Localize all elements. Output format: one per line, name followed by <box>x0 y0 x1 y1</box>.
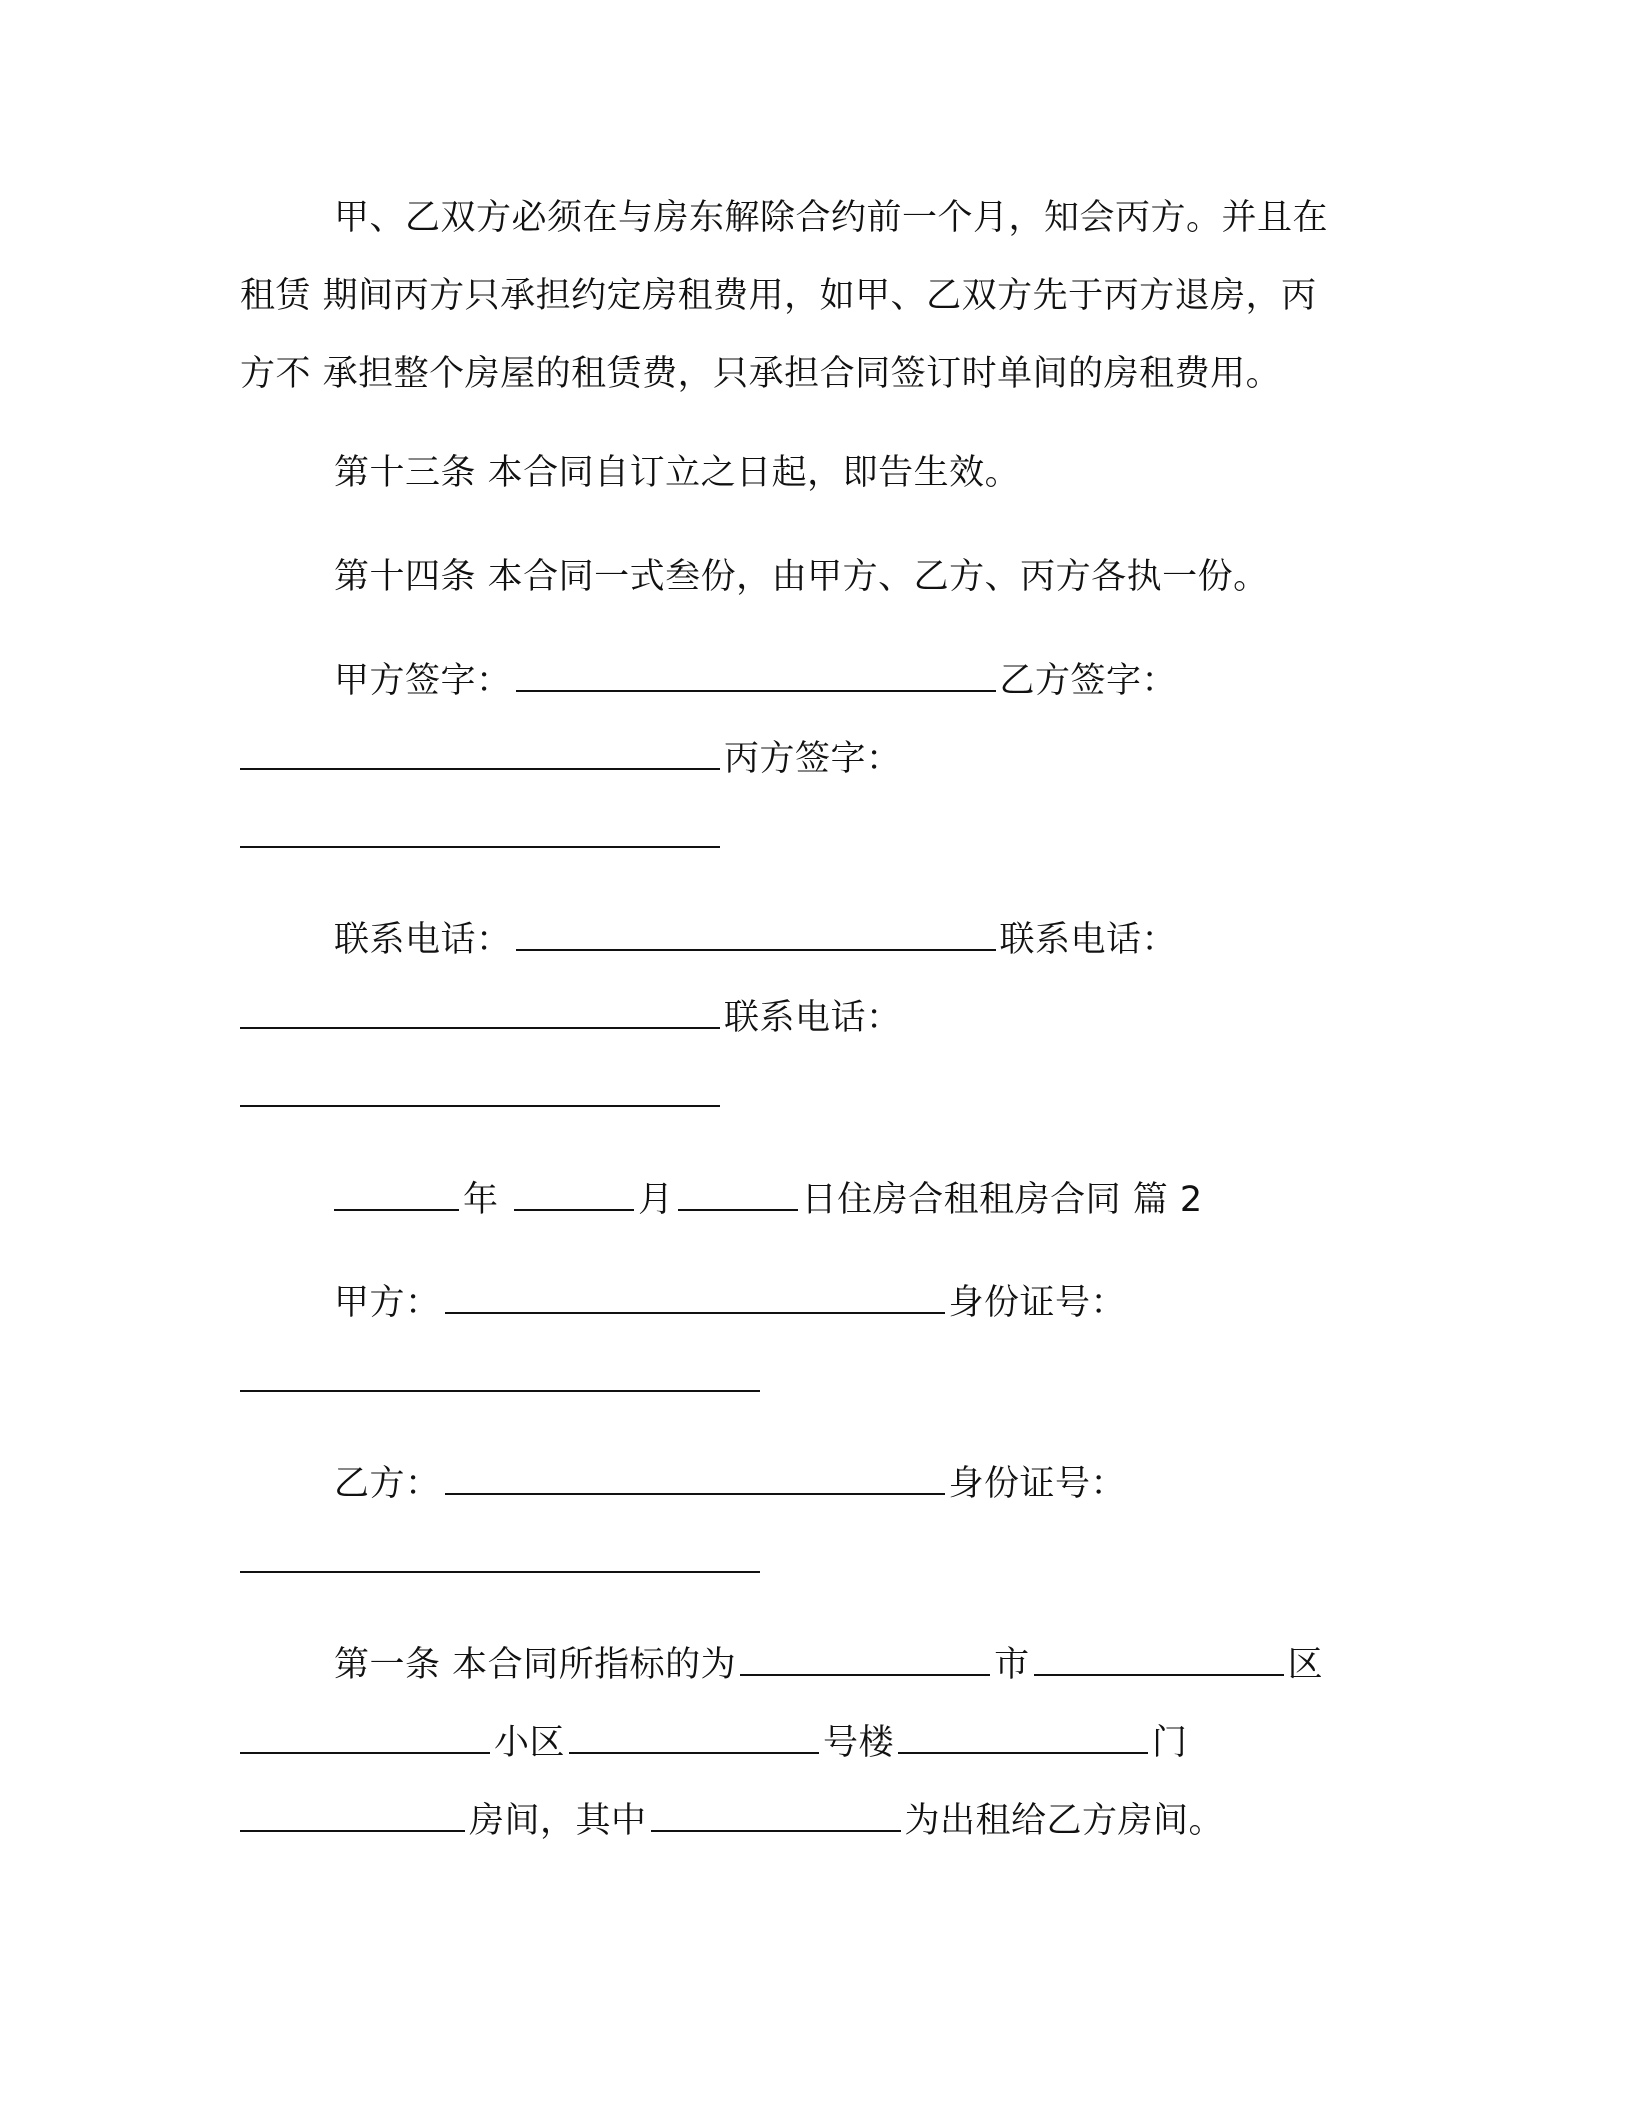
contract-title: 日住房合租租房合同 篇 2 <box>801 1180 1203 1220</box>
phone-a-blank[interactable] <box>516 915 996 951</box>
party-a-label: 甲方： <box>334 1283 441 1323</box>
party-c-signature-blank[interactable] <box>240 812 720 848</box>
phone-b-label: 联系电话： <box>999 920 1178 960</box>
community-label: 小区 <box>494 1723 566 1763</box>
rental-room-label: 为出租给乙方房间。 <box>904 1801 1225 1841</box>
article-13 <box>334 449 1020 497</box>
party-a-signature-blank[interactable] <box>516 656 996 692</box>
article-1-line <box>240 1796 1224 1845</box>
party-a-id-blank[interactable] <box>240 1356 760 1392</box>
party-line <box>240 1537 764 1586</box>
article-1-line <box>240 1718 1188 1767</box>
building-blank[interactable] <box>569 1718 819 1754</box>
paragraph-line <box>334 194 1328 242</box>
party-line <box>240 1356 764 1405</box>
party-b-signature-blank[interactable] <box>240 734 720 770</box>
year-blank[interactable] <box>334 1175 459 1211</box>
paragraph-text: 甲、乙双方必须在与房东解除合约前一个月，知会丙方。并且在 <box>334 198 1329 238</box>
district-blank[interactable] <box>1034 1640 1284 1676</box>
city-blank[interactable] <box>740 1640 990 1676</box>
article-14 <box>334 553 1269 601</box>
article-1-prefix: 第一条 本合同所指标的为 <box>334 1645 737 1685</box>
phone-line <box>334 915 1177 964</box>
article-text: 第十三条 本合同自订立之日起，即告生效。 <box>334 453 1021 493</box>
month-label: 月 <box>638 1180 674 1220</box>
paragraph-line <box>240 272 1317 320</box>
day-blank[interactable] <box>678 1175 798 1211</box>
unit-blank[interactable] <box>898 1718 1148 1754</box>
party-b-signature-label: 乙方签字： <box>999 661 1178 701</box>
signature-line <box>240 812 724 861</box>
building-label: 号楼 <box>823 1723 895 1763</box>
phone-b-blank[interactable] <box>240 993 720 1029</box>
room-blank[interactable] <box>240 1796 465 1832</box>
party-line <box>334 1459 1126 1508</box>
phone-a-label: 联系电话： <box>334 920 512 960</box>
rental-room-blank[interactable] <box>651 1796 901 1832</box>
paragraph-text: 方不 承担整个房屋的租赁费，只承担合同签订时单间的房租费用。 <box>240 354 1282 394</box>
paragraph-text: 租赁 期间丙方只承担约定房租费用，如甲、乙双方先于丙方退房，丙 <box>240 276 1317 316</box>
party-a-id-label: 身份证号： <box>948 1283 1127 1323</box>
unit-label: 门 <box>1152 1723 1188 1763</box>
room-label: 房间，其中 <box>469 1801 647 1841</box>
phone-c-blank[interactable] <box>240 1071 720 1107</box>
article-text: 第十四条 本合同一式叁份，由甲方、乙方、丙方各执一份。 <box>334 557 1269 597</box>
city-label: 市 <box>994 1645 1030 1685</box>
month-blank[interactable] <box>514 1175 634 1211</box>
signature-line <box>334 656 1177 705</box>
year-label: 年 <box>463 1180 499 1220</box>
contract-title-line <box>334 1175 1203 1224</box>
party-c-signature-label: 丙方签字： <box>724 739 902 779</box>
signature-line <box>240 734 902 783</box>
party-b-id-blank[interactable] <box>240 1537 760 1573</box>
party-a-signature-label: 甲方签字： <box>334 661 512 701</box>
article-1-line <box>334 1640 1323 1689</box>
party-b-label: 乙方： <box>334 1464 441 1504</box>
party-line <box>334 1278 1126 1327</box>
district-label: 区 <box>1287 1645 1324 1685</box>
phone-line <box>240 1071 724 1120</box>
party-b-blank[interactable] <box>445 1459 945 1495</box>
phone-c-label: 联系电话： <box>724 998 902 1038</box>
community-blank[interactable] <box>240 1718 490 1754</box>
phone-line <box>240 993 902 1042</box>
party-a-blank[interactable] <box>445 1278 945 1314</box>
party-b-id-label: 身份证号： <box>948 1464 1127 1504</box>
paragraph-line <box>240 350 1281 398</box>
